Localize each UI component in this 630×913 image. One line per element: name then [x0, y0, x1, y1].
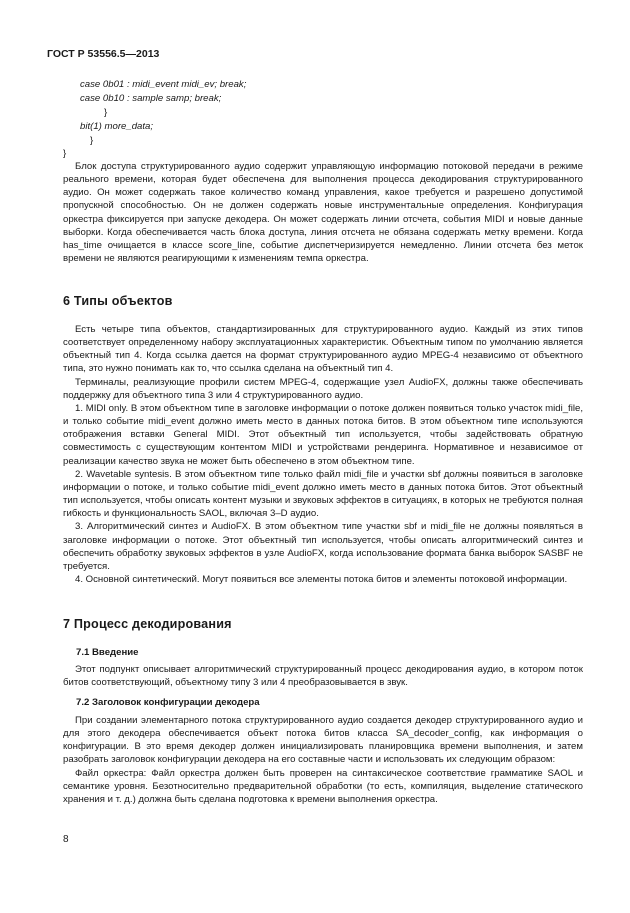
- section-7-2-body: [63, 714, 583, 806]
- paragraph: 4. Основной синтетический. Могут появиться все элементы потока битов и элементы потоковой информации.: [75, 573, 568, 585]
- page-number: 8: [63, 834, 69, 845]
- paragraph: Этот подпункт описывает алгоритмический структурированный процесс декодирования аудио, в котором поток битов соответствующий, объектному типу 3 или 4 преобразовывается в звук.: [63, 664, 583, 689]
- section-7-heading: 7 Процесс декодирования: [63, 617, 232, 631]
- code-line: }: [104, 107, 108, 118]
- paragraph: 1. MIDI only. В этом объектном типе в заголовке информации о потоке должен появиться только участок midi_file, и только событие midi_event должно иметь место в данных потока битов. В этом объектном типе используются отображения вставки General MIDI. Этот объектный тип используется, чтобы задействовать обратную совместимость с существующим контентом MIDI и устройствами рендеринга. Нормативное и независимое от реализации качество звука не может быть обеспечено в этом объектном типе.: [63, 402, 583, 467]
- paragraph: Блок доступа структурированного аудио содержит управляющую информацию потоковой передачи в режиме реального времени, которая будет обеспечена для выполнения процесса декодирования структурированного аудио. Он может содержать такое количество команд управления, какое требуется и разрешено допустимой пропускной способностью. Он не должен содержать новые инструментальные определения. Конфигурация оркестра фиксируется при запуске декодера. Он может содержать линии отсчета, события MIDI и новые данные выборки. Когда обеспечивается часть блока доступа, линия отсчета не обязана содержать метку времени. Когда has_time очищается в классе score_line, событие диспетчеризируется немедленно. Линии отсчета без меток времени не являются реагирующими к изменениям темпа оркестра.: [63, 161, 583, 265]
- section-7-1-heading: 7.1 Введение: [76, 647, 139, 658]
- paragraph: 3. Алгоритмический синтез и AudioFX. В этом объектном типе участки sbf и midi_file не должны появляться в заголовке информации о потоке. Этот объектный тип используется, чтобы описать алгоритмический синтез и обеспечить обработку звуковых эффектов в узле AudioFX, когда использование формата банка выборок SASBF не требуется.: [63, 521, 583, 572]
- section-6-heading: 6 Типы объектов: [63, 294, 173, 308]
- code-line: case 0b01 : midi_event midi_ev; break;: [80, 79, 247, 90]
- section-7-2-heading: 7.2 Заголовок конфигурации декодера: [76, 697, 260, 708]
- paragraph: Файл оркестра: Файл оркестра должен быть проверен на синтаксическое соответствие грамматике SAOL и семантике уровня. Безотносительно предварительной обработки (то есть, компиляция, выделение статического хранения и т. д.) должна быть сделана подготовка к времени выполнения оркестра.: [63, 767, 583, 805]
- paragraph: Терминалы, реализующие профили систем MPEG-4, содержащие узел AudioFX, должны также обеспечивать поддержку для объектного типа 3 или 4 структурированного аудио.: [63, 376, 583, 401]
- code-line: }: [63, 148, 67, 159]
- paragraph: Есть четыре типа объектов, стандартизированных для структурированного аудио. Каждый из этих типов соответствует определенному набору эксплуатационных характеристик. Объектным типом по умолчанию является объектный тип 4. Когда ссылка дается на формат структурированного аудио MPEG-4 независимо от объектного типа, это нужно понимать как то, что ссылка сделана на объектный тип 4.: [63, 324, 583, 375]
- section-6-body: [63, 323, 583, 586]
- code-line: case 0b10 : sample samp; break;: [80, 93, 222, 104]
- intro-paragraph-block: [63, 160, 583, 265]
- code-line: }: [90, 135, 94, 146]
- code-line: bit(1) more_data;: [80, 121, 154, 132]
- document-header: ГОСТ Р 53556.5—2013: [47, 48, 160, 60]
- paragraph: При создании элементарного потока структурированного аудио создается декодер структурированного аудио и для этого декодера обеспечивается объект потока битов класса SA_decoder_config, как информация о конфигурации. В это время декодер должен инициализировать планировщика времени выполнения, и затем разобрать заголовок конфигурации декодера на его составные части и использовать их следующим образом:: [63, 715, 583, 766]
- section-7-1-body: [63, 663, 583, 689]
- paragraph: 2. Wavetable syntesis. В этом объектном типе только файл midi_file и участки sbf должны появиться в заголовке информации о потоке, и только событие midi_event должно иметь место в данных потока битов. Этот объектный тип используется, чтобы описать контент музыки и звуковых эффектов в ситуациях, в которых не требуются полная гибкость и функциональность SAOL, включая 3–D аудио.: [63, 468, 583, 520]
